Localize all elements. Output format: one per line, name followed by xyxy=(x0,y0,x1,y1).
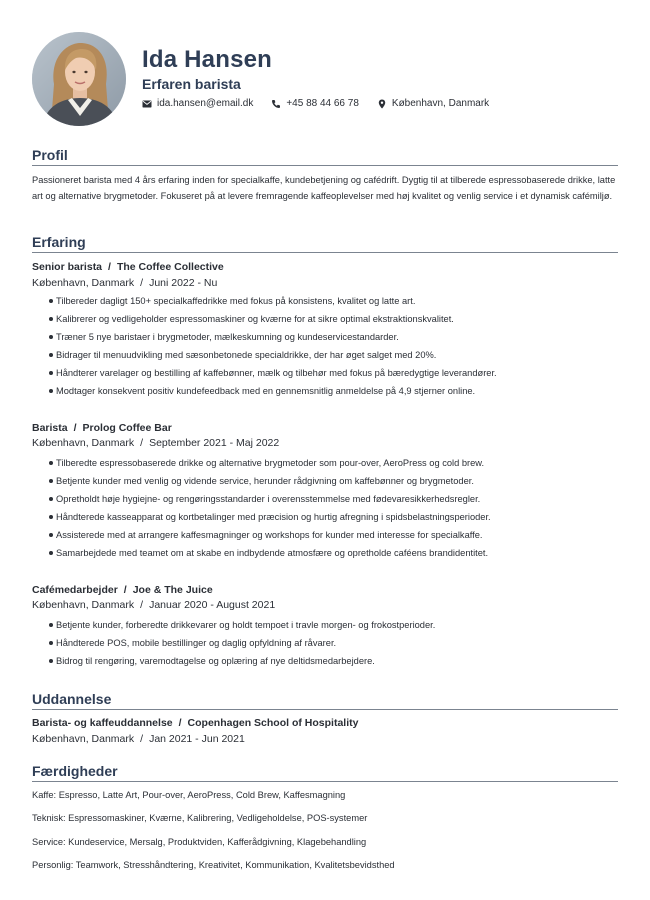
job-meta xyxy=(32,437,279,449)
candidate-name: Ida Hansen xyxy=(142,46,273,73)
phone-icon xyxy=(271,99,281,109)
list-item: Betjente kunder med venlig og vidende service, herunder rådgivning om kaffebønner og brygmetoder. xyxy=(56,472,616,490)
job-role: Senior barista xyxy=(32,261,103,273)
list-item: Træner 5 nye baristaer i brygmetoder, mælkeskumning og kundeservicestandarder. xyxy=(56,328,616,346)
job-bullets xyxy=(56,616,616,670)
list-item: Kalibrerer og vedligeholder espressomaskiner og kværne for at sikre optimal ekstraktionskvalitet. xyxy=(56,310,616,328)
list-item: Tilberedte espressobaserede drikke og alternative brygmetoder som pour-over, AeroPress og cold brew. xyxy=(56,454,616,472)
job-role: Barista xyxy=(32,422,68,434)
job-period: Januar 2020 - August 2021 xyxy=(149,599,276,611)
separator: / xyxy=(140,437,144,449)
job-company: Prolog Coffee Bar xyxy=(82,422,172,434)
list-item: Assisterede med at arrangere kaffesmagninger og workshops for kunder med interesse for specialkaffe. xyxy=(56,526,616,544)
job-period: September 2021 - Maj 2022 xyxy=(149,437,280,449)
contact-info xyxy=(142,98,507,109)
location-pin-icon xyxy=(377,99,387,109)
list-item: Modtager konsekvent positiv kundefeedback med en gennemsnitlig anmeldelse på 4,9 stjerner online. xyxy=(56,382,616,400)
phone-text: +45 88 44 66 78 xyxy=(286,98,359,109)
separator: / xyxy=(140,599,144,611)
section-heading-education: Uddannelse xyxy=(32,691,618,710)
job-location: København, Danmark xyxy=(32,277,135,289)
location-text: København, Danmark xyxy=(391,98,490,109)
education-title xyxy=(32,717,358,729)
list-item: Håndterer varelager og bestilling af kaffebønner, mælk og tilbehør med fokus på bæredygtige leverandører. xyxy=(56,364,616,382)
candidate-title: Erfaren barista xyxy=(142,76,241,92)
email-text: ida.hansen@email.dk xyxy=(157,98,254,109)
contact-location xyxy=(377,98,489,109)
job-title xyxy=(32,584,213,596)
email-icon xyxy=(142,99,152,109)
education-location: København, Danmark xyxy=(32,733,135,745)
separator: / xyxy=(73,422,77,434)
section-heading-experience: Erfaring xyxy=(32,234,618,253)
list-item: Samarbejdede med teamet om at skabe en indbydende atmosfære og opretholde caféens brandidentitet. xyxy=(56,544,616,562)
job-meta xyxy=(32,277,217,289)
job-bullets xyxy=(56,454,616,562)
separator: / xyxy=(140,733,144,745)
separator: / xyxy=(140,277,144,289)
profile-summary: Passioneret barista med 4 års erfaring inden for specialkaffe, kundebetjening og cafédrift. Dygtig til at tilberede espressobaserede drikke, latte art og alternative brygmetoder. Fokuseret på at levere fremragende kaffeoplevelser med høj kvalitet og venlig service i et dynamisk cafémiljø. xyxy=(32,175,616,201)
skill-line: Service: Kundeservice, Mersalg, Produktviden, Kafferådgivning, Klagebehandling xyxy=(32,837,367,847)
job-location: København, Danmark xyxy=(32,599,135,611)
education-degree: Barista- og kaffeuddannelse xyxy=(32,717,173,729)
list-item: Håndterede kasseapparat og kortbetalinger med præcision og hurtig afregning i spidsbelastningsperioder. xyxy=(56,508,616,526)
list-item: Bidrog til rengøring, varemodtagelse og oplæring af nye deltidsmedarbejdere. xyxy=(56,652,616,670)
avatar xyxy=(32,32,126,126)
job-company: The Coffee Collective xyxy=(116,261,224,273)
list-item: Bidrager til menuudvikling med sæsonbetonede specialdrikke, der har øget salget med 20%. xyxy=(56,346,616,364)
education-period: Jan 2021 - Jun 2021 xyxy=(149,733,245,745)
contact-phone[interactable] xyxy=(271,98,359,109)
job-period: Juni 2022 - Nu xyxy=(149,277,218,289)
job-meta xyxy=(32,599,275,611)
contact-email[interactable] xyxy=(142,98,253,109)
list-item: Opretholdt høje hygiejne- og rengøringsstandarder i overensstemmelse med fødevaresikkerhedsregler. xyxy=(56,490,616,508)
section-heading-profile: Profil xyxy=(32,147,618,166)
skill-line: Kaffe: Espresso, Latte Art, Pour-over, AeroPress, Cold Brew, Kaffesmagning xyxy=(32,790,346,800)
job-title xyxy=(32,422,172,434)
separator: / xyxy=(178,717,182,729)
list-item: Tilbereder dagligt 150+ specialkaffedrikke med fokus på konsistens, kvalitet og latte art. xyxy=(56,292,616,310)
separator: / xyxy=(108,261,111,273)
list-item: Håndterede POS, mobile bestillinger og daglig opfyldning af råvarer. xyxy=(56,634,616,652)
job-bullets xyxy=(56,292,616,400)
list-item: Betjente kunder, forberedte drikkevarer og holdt tempoet i travle morgen- og frokostperioder. xyxy=(56,616,616,634)
job-company: Joe & The Juice xyxy=(132,584,213,596)
job-role: Cafémedarbejder xyxy=(32,584,118,596)
separator: / xyxy=(123,584,127,596)
job-title xyxy=(32,261,224,273)
section-heading-skills: Færdigheder xyxy=(32,763,618,782)
skill-line: Personlig: Teamwork, Stresshåndtering, Kreativitet, Kommunikation, Kvalitetsbevidsthed xyxy=(32,860,395,870)
resume-header xyxy=(32,32,618,128)
job-location: København, Danmark xyxy=(32,437,135,449)
education-school: Copenhagen School of Hospitality xyxy=(187,717,359,729)
education-meta xyxy=(32,733,245,745)
skill-line: Teknisk: Espressomaskiner, Kværne, Kalibrering, Vedligeholdelse, POS-systemer xyxy=(32,813,368,823)
